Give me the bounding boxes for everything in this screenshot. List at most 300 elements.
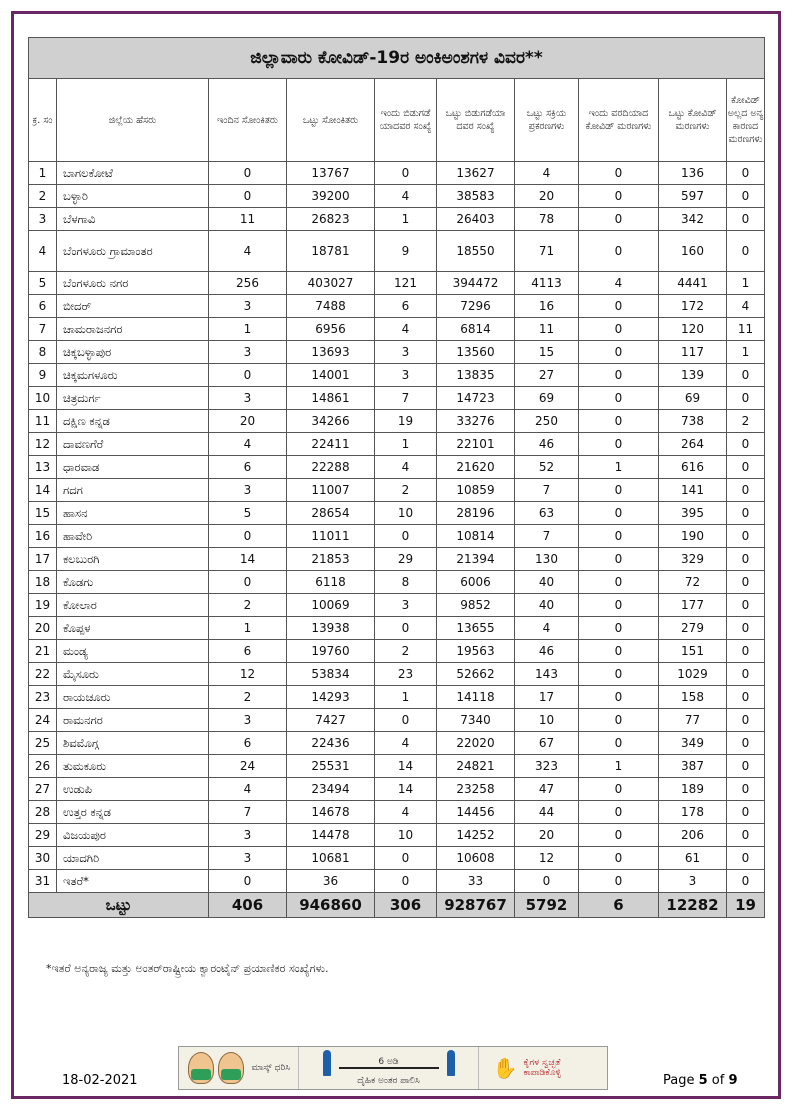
mask-segment <box>179 1047 299 1089</box>
table-cell: 0 <box>727 231 765 272</box>
table-cell: 72 <box>659 571 727 594</box>
table-cell: 0 <box>727 640 765 663</box>
table-row <box>29 640 765 663</box>
table-cell: 21620 <box>437 456 515 479</box>
table-cell: 19 <box>375 410 437 433</box>
table-cell: 1029 <box>659 663 727 686</box>
table-cell: 7 <box>209 801 287 824</box>
table-cell: 3 <box>209 479 287 502</box>
district-name: ಬೆಳಗಾವಿ <box>57 208 209 231</box>
table-cell: 323 <box>515 755 579 778</box>
table-cell: 11 <box>209 208 287 231</box>
district-name: ಧಾರವಾಡ <box>57 456 209 479</box>
table-cell: 0 <box>209 525 287 548</box>
column-header: ಇಂದು ವರದಿಯಾದ ಕೋವಿಡ್ ಮರಣಗಳು <box>579 79 659 162</box>
table-row <box>29 594 765 617</box>
table-cell: 3 <box>375 364 437 387</box>
total-label: ಒಟ್ಟು <box>29 893 209 918</box>
table-cell: 0 <box>579 870 659 893</box>
table-cell: 0 <box>209 185 287 208</box>
table-cell: 0 <box>579 525 659 548</box>
table-cell: 143 <box>515 663 579 686</box>
district-name: ಶಿವಮೊಗ್ಗ <box>57 732 209 755</box>
table-row <box>29 208 765 231</box>
table-cell: 264 <box>659 433 727 456</box>
table-cell: 24821 <box>437 755 515 778</box>
table-cell: 2 <box>209 686 287 709</box>
column-header: ಒಟ್ಟು ಬಿಡುಗಡೆಯಾ ದವರ ಸಂಖ್ಯೆ <box>437 79 515 162</box>
table-cell: 0 <box>727 617 765 640</box>
table-cell: 33 <box>437 870 515 893</box>
district-name: ದಾವಣಗೆರೆ <box>57 433 209 456</box>
table-cell: 5 <box>209 502 287 525</box>
table-title: ಜಿಲ್ಲಾವಾರು ಕೋವಿಡ್-19ರ ಅಂಕಿಅಂಶಗಳ ವಿವರ** <box>29 38 765 79</box>
table-cell: 1 <box>375 686 437 709</box>
table-cell: 139 <box>659 364 727 387</box>
table-cell: 9 <box>29 364 57 387</box>
table-cell: 10 <box>29 387 57 410</box>
district-name: ಮೈಸೂರು <box>57 663 209 686</box>
table-cell: 22411 <box>287 433 375 456</box>
table-cell: 3 <box>659 870 727 893</box>
district-name: ಗದಗ <box>57 479 209 502</box>
table-cell: 14 <box>29 479 57 502</box>
table-cell: 0 <box>579 686 659 709</box>
table-cell: 2 <box>375 640 437 663</box>
table-cell: 0 <box>727 433 765 456</box>
district-name: ಬೆಂಗಳೂರು ನಗರ <box>57 272 209 295</box>
table-cell: 21394 <box>437 548 515 571</box>
table-cell: 3 <box>375 594 437 617</box>
table-cell: 0 <box>375 162 437 185</box>
table-cell: 52662 <box>437 663 515 686</box>
table-row <box>29 433 765 456</box>
table-cell: 21 <box>29 640 57 663</box>
table-cell: 4113 <box>515 272 579 295</box>
table-cell: 69 <box>515 387 579 410</box>
table-cell: 387 <box>659 755 727 778</box>
total-cell: 19 <box>727 893 765 918</box>
district-name: ಉತ್ತರ ಕನ್ನಡ <box>57 801 209 824</box>
district-name: ಕಲಬುರಗಿ <box>57 548 209 571</box>
table-cell: 20 <box>515 185 579 208</box>
table-cell: 0 <box>579 709 659 732</box>
hands-segment <box>479 1047 607 1089</box>
table-cell: 18 <box>29 571 57 594</box>
table-cell: 9 <box>375 231 437 272</box>
table-cell: 0 <box>579 847 659 870</box>
table-cell: 13655 <box>437 617 515 640</box>
table-row <box>29 410 765 433</box>
table-cell: 26403 <box>437 208 515 231</box>
table-cell: 8 <box>29 341 57 364</box>
table-cell: 23258 <box>437 778 515 801</box>
total-cell: 12282 <box>659 893 727 918</box>
table-cell: 2 <box>375 479 437 502</box>
table-cell: 29 <box>375 548 437 571</box>
table-cell: 7 <box>515 525 579 548</box>
total-cell: 5792 <box>515 893 579 918</box>
table-row <box>29 617 765 640</box>
table-cell: 0 <box>727 663 765 686</box>
district-name: ಚಿಕ್ಕಬಳ್ಳಾಪುರ <box>57 341 209 364</box>
table-cell: 0 <box>579 364 659 387</box>
table-cell: 190 <box>659 525 727 548</box>
table-row <box>29 272 765 295</box>
table-cell: 2 <box>29 185 57 208</box>
table-row <box>29 548 765 571</box>
table-cell: 30 <box>29 847 57 870</box>
table-cell: 160 <box>659 231 727 272</box>
table-cell: 23 <box>375 663 437 686</box>
table-cell: 20 <box>209 410 287 433</box>
district-name: ಹಾಸನ <box>57 502 209 525</box>
table-row <box>29 185 765 208</box>
table-cell: 738 <box>659 410 727 433</box>
table-cell: 4 <box>209 778 287 801</box>
table-row <box>29 686 765 709</box>
table-cell: 13767 <box>287 162 375 185</box>
district-name: ದಕ್ಷಿಣ ಕನ್ನಡ <box>57 410 209 433</box>
table-row <box>29 824 765 847</box>
district-name: ಹಾವೇರಿ <box>57 525 209 548</box>
table-cell: 71 <box>515 231 579 272</box>
table-cell: 6 <box>29 295 57 318</box>
table-cell: 15 <box>29 502 57 525</box>
table-cell: 11007 <box>287 479 375 502</box>
table-row <box>29 847 765 870</box>
table-cell: 0 <box>579 778 659 801</box>
table-cell: 69 <box>659 387 727 410</box>
table-row <box>29 709 765 732</box>
table-cell: 11 <box>29 410 57 433</box>
table-cell: 4 <box>375 732 437 755</box>
table-cell: 0 <box>727 571 765 594</box>
table-cell: 16 <box>515 295 579 318</box>
table-cell: 206 <box>659 824 727 847</box>
district-name: ತುಮಕೂರು <box>57 755 209 778</box>
table-cell: 1 <box>375 208 437 231</box>
table-cell: 14118 <box>437 686 515 709</box>
table-cell: 0 <box>209 364 287 387</box>
table-cell: 7 <box>375 387 437 410</box>
district-name: ಉಡುಪಿ <box>57 778 209 801</box>
table-cell: 3 <box>29 208 57 231</box>
table-cell: 597 <box>659 185 727 208</box>
table-cell: 19 <box>29 594 57 617</box>
table-cell: 4 <box>515 617 579 640</box>
table-cell: 10 <box>375 824 437 847</box>
table-cell: 28654 <box>287 502 375 525</box>
column-header: ಒಟ್ಟು ಸಕ್ರಿಯ ಪ್ರಕರಣಗಳು <box>515 79 579 162</box>
table-cell: 0 <box>375 525 437 548</box>
distance-segment <box>299 1047 479 1089</box>
table-cell: 14456 <box>437 801 515 824</box>
table-row <box>29 525 765 548</box>
table-cell: 28196 <box>437 502 515 525</box>
table-cell: 1 <box>727 341 765 364</box>
table-cell: 342 <box>659 208 727 231</box>
table-cell: 23494 <box>287 778 375 801</box>
table-cell: 27 <box>515 364 579 387</box>
table-row <box>29 571 765 594</box>
district-name: ಬೆಂಗಳೂರು ಗ್ರಾಮಾಂತರ <box>57 231 209 272</box>
table-cell: 15 <box>515 341 579 364</box>
mask-text: ಮಾಸ್ಕ್ ಧರಿಸಿ <box>251 1063 290 1073</box>
table-cell: 0 <box>727 456 765 479</box>
table-row <box>29 341 765 364</box>
table-cell: 20 <box>515 824 579 847</box>
total-cell: 406 <box>209 893 287 918</box>
table-cell: 0 <box>579 295 659 318</box>
table-cell: 67 <box>515 732 579 755</box>
table-cell: 329 <box>659 548 727 571</box>
district-name: ಬಳ್ಳಾರಿ <box>57 185 209 208</box>
table-cell: 22101 <box>437 433 515 456</box>
district-name: ಕೊಪ್ಪಳ <box>57 617 209 640</box>
table-cell: 349 <box>659 732 727 755</box>
table-cell: 11011 <box>287 525 375 548</box>
column-header: ಒಟ್ಟು ಸೋಂಕಿತರು <box>287 79 375 162</box>
table-cell: 14 <box>375 755 437 778</box>
table-cell: 13627 <box>437 162 515 185</box>
table-row <box>29 755 765 778</box>
table-cell: 1 <box>579 755 659 778</box>
table-cell: 0 <box>727 185 765 208</box>
table-cell: 24 <box>209 755 287 778</box>
table-cell: 1 <box>375 433 437 456</box>
table-cell: 14678 <box>287 801 375 824</box>
table-cell: 256 <box>209 272 287 295</box>
table-cell: 0 <box>727 594 765 617</box>
table-row <box>29 231 765 272</box>
table-cell: 78 <box>515 208 579 231</box>
table-cell: 250 <box>515 410 579 433</box>
table-cell: 0 <box>579 162 659 185</box>
table-cell: 16 <box>29 525 57 548</box>
table-cell: 6814 <box>437 318 515 341</box>
hand-wash-icon: ✋ <box>492 1056 518 1080</box>
table-cell: 13835 <box>437 364 515 387</box>
table-cell: 12 <box>29 433 57 456</box>
table-cell: 136 <box>659 162 727 185</box>
table-cell: 0 <box>209 571 287 594</box>
table-cell: 172 <box>659 295 727 318</box>
table-cell: 17 <box>515 686 579 709</box>
table-cell: 40 <box>515 594 579 617</box>
table-cell: 25531 <box>287 755 375 778</box>
table-cell: 0 <box>579 801 659 824</box>
table-cell: 10608 <box>437 847 515 870</box>
total-cell: 306 <box>375 893 437 918</box>
total-row <box>29 893 765 918</box>
table-cell: 0 <box>727 755 765 778</box>
table-row <box>29 778 765 801</box>
table-cell: 2 <box>209 594 287 617</box>
table-cell: 4441 <box>659 272 727 295</box>
table-row <box>29 732 765 755</box>
table-cell: 25 <box>29 732 57 755</box>
table-cell: 0 <box>579 318 659 341</box>
table-cell: 0 <box>209 870 287 893</box>
table-cell: 0 <box>579 617 659 640</box>
district-name: ಚಿಕ್ಕಮಗಳೂರು <box>57 364 209 387</box>
table-cell: 3 <box>209 341 287 364</box>
table-cell: 0 <box>579 594 659 617</box>
table-cell: 0 <box>727 732 765 755</box>
table-cell: 38583 <box>437 185 515 208</box>
table-cell: 14861 <box>287 387 375 410</box>
table-cell: 24 <box>29 709 57 732</box>
table-cell: 4 <box>29 231 57 272</box>
table-cell: 1 <box>209 318 287 341</box>
table-cell: 19563 <box>437 640 515 663</box>
table-cell: 63 <box>515 502 579 525</box>
table-cell: 4 <box>375 318 437 341</box>
table-cell: 1 <box>727 272 765 295</box>
table-cell: 7 <box>29 318 57 341</box>
table-cell: 0 <box>579 502 659 525</box>
table-cell: 6 <box>209 456 287 479</box>
table-cell: 39200 <box>287 185 375 208</box>
table-row <box>29 318 765 341</box>
table-cell: 40 <box>515 571 579 594</box>
table-cell: 0 <box>579 387 659 410</box>
table-cell: 23 <box>29 686 57 709</box>
table-cell: 0 <box>579 341 659 364</box>
column-header: ಕ್ರ. ಸಂ <box>29 79 57 162</box>
table-cell: 0 <box>727 387 765 410</box>
table-cell: 0 <box>375 847 437 870</box>
table-cell: 7296 <box>437 295 515 318</box>
district-name: ಕೊಡಗು <box>57 571 209 594</box>
table-cell: 13 <box>29 456 57 479</box>
table-cell: 5 <box>29 272 57 295</box>
table-cell: 22436 <box>287 732 375 755</box>
table-cell: 177 <box>659 594 727 617</box>
table-cell: 0 <box>727 162 765 185</box>
table-cell: 189 <box>659 778 727 801</box>
table-cell: 10069 <box>287 594 375 617</box>
district-name: ರಾಮನಗರ <box>57 709 209 732</box>
table-cell: 26823 <box>287 208 375 231</box>
table-cell: 18550 <box>437 231 515 272</box>
masked-face-icon <box>188 1052 214 1084</box>
table-cell: 1 <box>579 456 659 479</box>
safety-banner <box>178 1046 608 1090</box>
table-cell: 13560 <box>437 341 515 364</box>
table-cell: 7427 <box>287 709 375 732</box>
district-name: ಇತರೆ* <box>57 870 209 893</box>
footnote: *ಇತರೆ ಅನ್ಯರಾಜ್ಯ ಮತ್ತು ಅಂತರ್‌ರಾಷ್ಟ್ರೀಯ ಕ್ವಾರಂಟೈನ್ ಪ್ರಯಾಣಿಕರ ಸಂಖ್ಯೆಗಳು. <box>46 962 329 975</box>
table-cell: 52 <box>515 456 579 479</box>
table-cell: 22020 <box>437 732 515 755</box>
column-header: ಒಟ್ಟು ಕೋವಿಡ್ ಮರಣಗಳು <box>659 79 727 162</box>
table-cell: 28 <box>29 801 57 824</box>
table-cell: 14293 <box>287 686 375 709</box>
table-cell: 0 <box>209 162 287 185</box>
table-cell: 3 <box>209 295 287 318</box>
table-cell: 0 <box>579 208 659 231</box>
table-cell: 31 <box>29 870 57 893</box>
table-row <box>29 387 765 410</box>
table-cell: 6 <box>209 732 287 755</box>
table-cell: 21853 <box>287 548 375 571</box>
table-cell: 0 <box>727 847 765 870</box>
table-cell: 14478 <box>287 824 375 847</box>
table-cell: 0 <box>579 479 659 502</box>
table-cell: 4 <box>375 185 437 208</box>
district-name: ಯಾದಗಿರಿ <box>57 847 209 870</box>
table-cell: 9852 <box>437 594 515 617</box>
table-cell: 3 <box>209 709 287 732</box>
table-cell: 141 <box>659 479 727 502</box>
table-cell: 0 <box>727 824 765 847</box>
table-cell: 0 <box>727 208 765 231</box>
table-cell: 36 <box>287 870 375 893</box>
table-cell: 10 <box>375 502 437 525</box>
table-cell: 3 <box>375 341 437 364</box>
district-name: ಚಿತ್ರದುರ್ಗ <box>57 387 209 410</box>
table-cell: 10 <box>515 709 579 732</box>
table-cell: 27 <box>29 778 57 801</box>
page-number: Page 5 of 9 <box>663 1073 738 1088</box>
table-row <box>29 801 765 824</box>
table-cell: 6006 <box>437 571 515 594</box>
table-row <box>29 870 765 893</box>
table-cell: 0 <box>375 709 437 732</box>
table-cell: 0 <box>727 778 765 801</box>
table-cell: 0 <box>579 410 659 433</box>
table-cell: 0 <box>727 709 765 732</box>
person-icon <box>447 1050 455 1076</box>
table-cell: 4 <box>727 295 765 318</box>
table-cell: 17 <box>29 548 57 571</box>
table-row <box>29 479 765 502</box>
header-row <box>29 79 765 162</box>
table-cell: 4 <box>209 433 287 456</box>
table-cell: 0 <box>579 231 659 272</box>
column-header: ಕೋವಿಡ್ ಅಲ್ಲದ ಅನ್ಯ ಕಾರಣದ ಮರಣಗಳು <box>727 79 765 162</box>
district-covid-table <box>28 37 765 918</box>
table-cell: 6 <box>209 640 287 663</box>
table-cell: 6 <box>375 295 437 318</box>
total-cell: 6 <box>579 893 659 918</box>
table-cell: 1 <box>29 162 57 185</box>
table-cell: 616 <box>659 456 727 479</box>
table-row <box>29 456 765 479</box>
table-cell: 0 <box>727 548 765 571</box>
table-cell: 0 <box>579 640 659 663</box>
masked-face-icon <box>218 1052 244 1084</box>
table-row <box>29 364 765 387</box>
table-cell: 22288 <box>287 456 375 479</box>
table-cell: 394472 <box>437 272 515 295</box>
table-cell: 3 <box>209 387 287 410</box>
table-cell: 4 <box>579 272 659 295</box>
table-cell: 4 <box>375 801 437 824</box>
table-row <box>29 162 765 185</box>
table-cell: 0 <box>727 801 765 824</box>
district-name: ಮಂಡ್ಯ <box>57 640 209 663</box>
table-cell: 20 <box>29 617 57 640</box>
table-cell: 0 <box>375 617 437 640</box>
table-cell: 117 <box>659 341 727 364</box>
table-cell: 13693 <box>287 341 375 364</box>
table-cell: 6956 <box>287 318 375 341</box>
table-cell: 0 <box>515 870 579 893</box>
table-cell: 46 <box>515 433 579 456</box>
